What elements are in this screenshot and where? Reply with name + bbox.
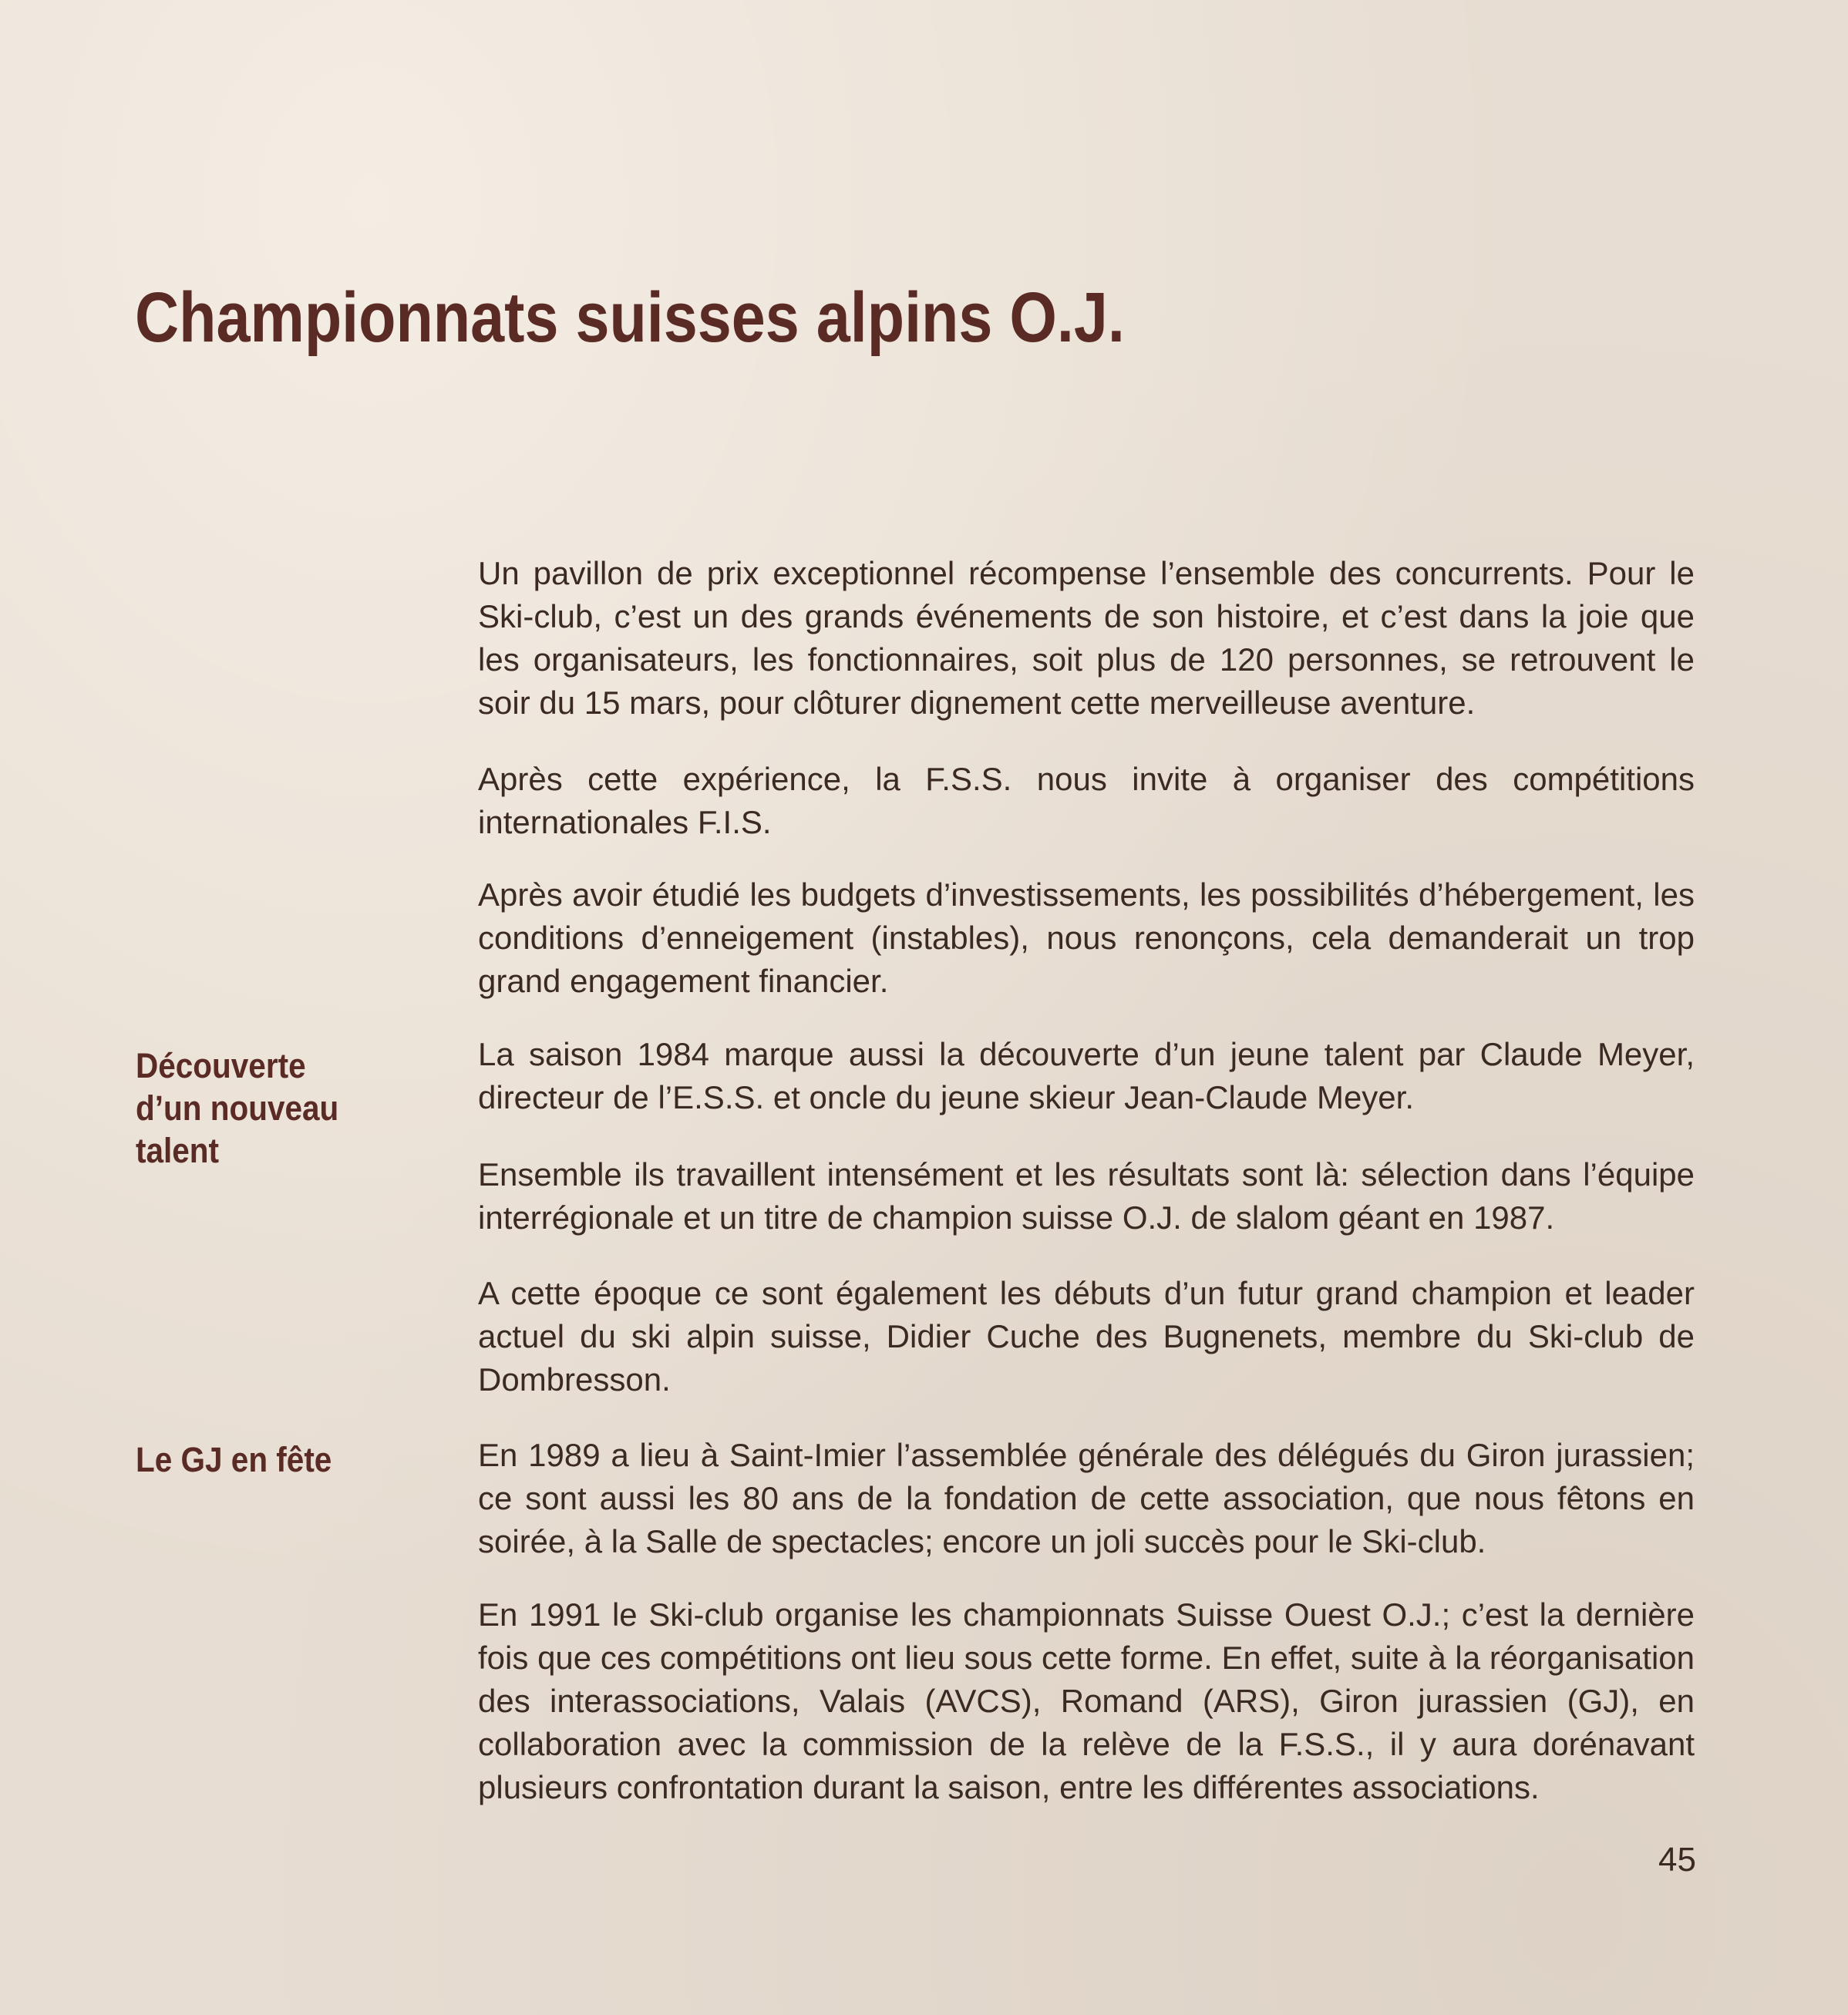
paragraph-results	[478, 1153, 1695, 1240]
paragraph-didier-cuche	[478, 1272, 1695, 1401]
paragraph-text: La saison 1984 marque aussi la découverte d’un jeune talent par Claude Meyer, directeur de l’E.S.S. et oncle du jeune skieur Jean-Claude Meyer.	[478, 1036, 1695, 1115]
paragraph-fss-invitation	[478, 758, 1695, 844]
paragraph-text: A cette époque ce sont également les débuts d’un futur grand champion et leader actuel du ski alpin suisse, Didier Cuche des Bugnenets, membre du Ski-club de Dombresson.	[478, 1275, 1695, 1398]
paragraph-text: Ensemble ils travaillent intensément et les résultats sont là: sélection dans l’équipe interrégionale et un titre de champion suisse O.J. de slalom géant en 1987.	[478, 1156, 1695, 1236]
paragraph-text: Un pavillon de prix exceptionnel récompense l’ensemble des concurrents. Pour le Ski-club, c’est un des grands événements de son histoire, et c’est dans la joie que les organisateurs, les fonctionnaires, soit plus de 120 personnes, se retrouvent le soir du 15 mars, pour clôturer dignement cette merveilleuse aventure.	[478, 555, 1695, 721]
paragraph-budget-decision	[478, 873, 1695, 1003]
paragraph-assembly-1989	[478, 1434, 1695, 1563]
paragraph-text: Après avoir étudié les budgets d’investissements, les possibilités d’hébergement, les conditions d’enneigement (instables), nous renonçons, cela demanderait un trop grand engagement financier.	[478, 876, 1695, 999]
side-heading-gj-celebration: Le GJ en fête	[136, 1440, 332, 1479]
side-heading-discovery: Découverte d’un nouveau talent	[136, 1046, 339, 1170]
paragraph-text: Après cette expérience, la F.S.S. nous invite à organiser des compétitions internationales F.I.S.	[478, 761, 1695, 840]
paragraph-championships-1991	[478, 1593, 1695, 1809]
page-number: 45	[1658, 1841, 1696, 1879]
paragraph-text: En 1991 le Ski-club organise les championnats Suisse Ouest O.J.; c’est la dernière fois que ces compétitions ont lieu sous cette forme. En effet, suite à la réorganisation des interassociations, Valais (AVCS), Romand (ARS), Giron jurassien (GJ), en collaboration avec la commission de la relève de la F.S.S., il y aura dorénavant plusieurs confrontation durant la saison, entre les différentes associations.	[478, 1596, 1695, 1805]
paragraph-talent-discovery	[478, 1033, 1695, 1119]
paragraph-prize-pavilion	[478, 552, 1695, 725]
page-title: Championnats suisses alpins O.J.	[135, 278, 1125, 357]
paragraph-text: En 1989 a lieu à Saint-Imier l’assemblée générale des délégués du Giron jurassien; ce sont aussi les 80 ans de la fondation de cette association, que nous fêtons en soirée, à la Salle de spectacles; encore un joli succès pour le Ski-club.	[478, 1437, 1695, 1559]
